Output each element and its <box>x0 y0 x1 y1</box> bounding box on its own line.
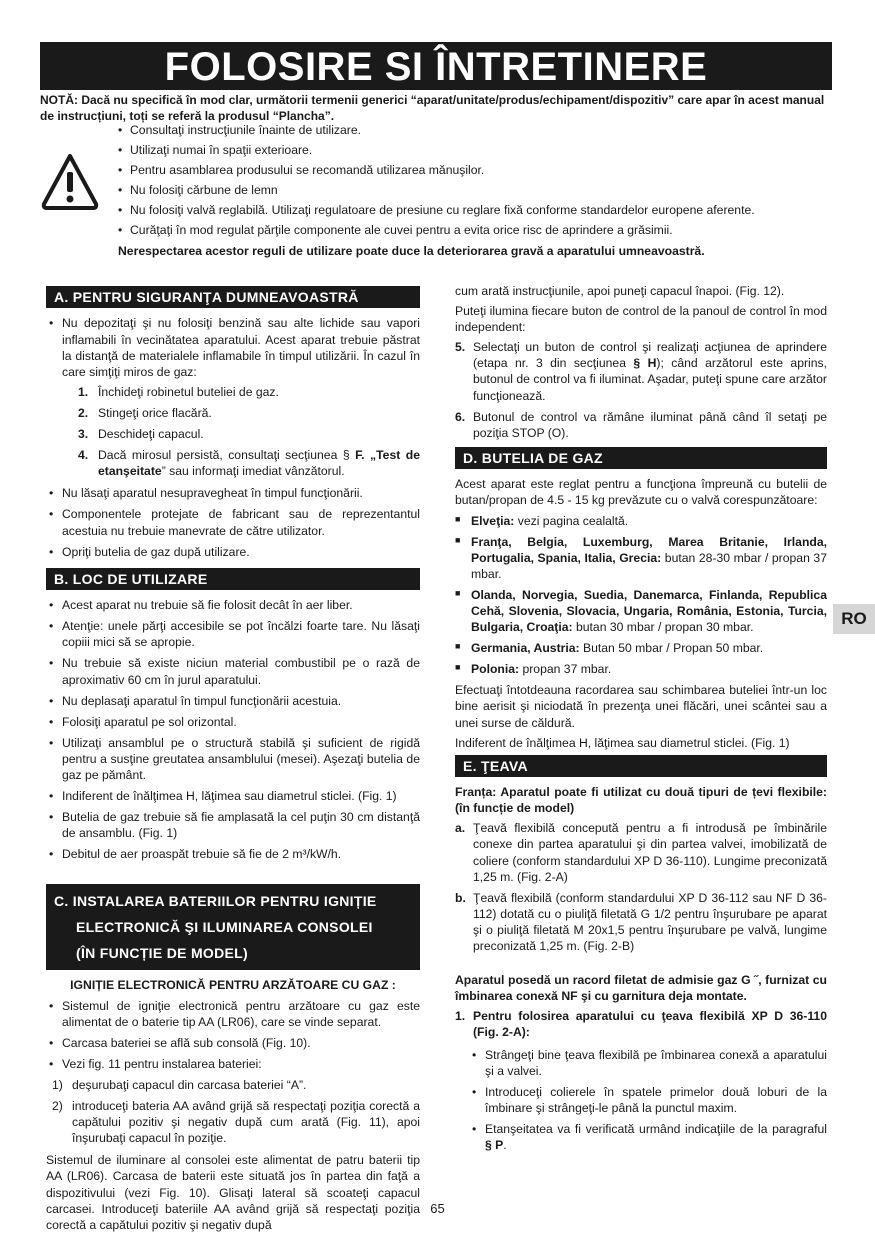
step-text: introduceţi bateria AA având grijă să respectaţi poziţia corectă a capătului pozitiv şi negativ după cum arată (Fig. 11), apoi înşurubaţi capacul în poziţie. <box>72 1099 420 1146</box>
step-num: 2. <box>78 405 89 420</box>
section-a-steps <box>62 384 420 479</box>
list-item: • Folosiţi aparatul pe sol orizontal. <box>46 714 420 730</box>
section-d-intro: Acest aparat este reglat pentru a funcţiona împreună cu butelii de butan/propan de 4.5 - 15 kg prevăzute cu o valvă corespunzătoare: <box>455 477 827 508</box>
warning-item: • Utilizaţi numai în spaţii exterioare. <box>118 142 838 158</box>
list-item <box>455 890 827 954</box>
step-num: 6. <box>455 409 466 424</box>
country-name: Germania, Austria: <box>471 641 580 656</box>
country-list <box>455 513 827 678</box>
hose-types <box>455 820 827 954</box>
list-item: • Nu lăsaţi aparatul nesupravegheat în timpul funcţionării. <box>46 485 420 501</box>
list-item: • Introduceţi colierele în spatele primelor două loburi de la îmbinare şi strângeţi-le până la punctul maxim. <box>469 1084 827 1116</box>
section-a-list <box>46 315 420 559</box>
list-item <box>455 513 827 529</box>
section-c-line: ELECTRONICĂ ŞI ILUMINAREA CONSOLEI <box>76 919 373 936</box>
page-title: FOLOSIRE SI ÎNTRETINERE <box>40 42 832 90</box>
section-ref: § P <box>485 1137 504 1152</box>
list-item <box>62 447 420 479</box>
step-num: 5. <box>455 340 466 355</box>
list-item: • Utilizaţi ansamblul pe o structură stabilă şi suficient de rigidă pentru a susţine greutatea ansamblului (mesei). Aşezaţi butelia de gaz pe pământ. <box>46 735 420 783</box>
section-b-list <box>46 597 420 862</box>
section-d-paragraph: Efectuaţi întotdeauna racordarea sau schimbarea buteliei într-un loc bine aerisit şi niciodată în prezenţa unei flăcări, unei scântei sau a unei surse de căldură. <box>455 683 827 730</box>
section-d-heading: D. BUTELIA DE GAZ <box>455 447 827 469</box>
list-item <box>46 1077 420 1093</box>
country-value: butan 28-30 mbar / propan 37 mbar. <box>471 550 827 581</box>
item-letter: b. <box>455 890 466 905</box>
list-item <box>46 315 420 479</box>
list-item <box>62 384 420 400</box>
item-text: Ţeavă flexibilă (conform standardului XP D 36-112 sau NF D 36-112) dotată cu o piuliţă filetată G 1/2 pentru înşurubare pe aparat şi o piuliţă filetată M 20x1,5 pentru înşurubare pe valvă, lungime preconizată 1,25 m. (Fig. 2-B) <box>473 890 827 954</box>
list-item: • Atenţie: unele părţi accesibile se pot încălzi foarte tare. Nu lăsaţi copiii mici să se apropie. <box>46 618 420 650</box>
list-item <box>455 339 827 403</box>
section-c-subheading: IGNIȚIE ELECTRONICĂ PENTRU ARZĂTOARE CU GAZ : <box>70 978 396 993</box>
list-item <box>455 1008 827 1040</box>
country-value: Butan 50 mbar / Propan 50 mbar. <box>579 641 764 656</box>
step-text: Butonul de control va rămâne iluminat până când îl setaţi pe poziţia STOP (O). <box>473 409 827 440</box>
step-text: Stingeţi orice flacără. <box>98 405 212 420</box>
section-c-steps <box>46 1077 420 1146</box>
section-c-heading <box>46 884 420 970</box>
country-value: vezi pagina cealaltă. <box>514 513 629 528</box>
list-item: • Nu deplasaţi aparatul în timpul funcţionării acestuia. <box>46 693 420 709</box>
list-item <box>455 409 827 441</box>
list-item: • Vezi fig. 11 pentru instalarea bateriei: <box>46 1056 420 1072</box>
section-c-list <box>46 998 420 1072</box>
section-e-bold-paragraph: Aparatul posedă un racord filetat de admisie gaz G ˝, furnizat cu îmbinarea conexă NF şi cu garnitura deja montate. <box>455 973 827 1004</box>
list-item <box>455 587 827 635</box>
list-item <box>62 405 420 421</box>
right-column <box>455 283 827 1158</box>
warning-triangle-icon <box>40 152 100 212</box>
list-item: • Butelia de gaz trebuie să fie amplasată la cel puţin 30 cm distanţă de ansamblu. (Fig. 1) <box>46 809 420 841</box>
section-b-heading: B. LOC DE UTILIZARE <box>46 568 420 590</box>
section-ref: § H <box>633 356 657 371</box>
section-ref: F. „Test de etanşeitate <box>98 448 420 479</box>
section-c-line: (ÎN FUNCȚIE DE MODEL) <box>76 945 248 962</box>
warning-item: • Pentru asamblarea produsului se recomandă utilizarea mănuşilor. <box>118 162 838 178</box>
list-item <box>46 1098 420 1146</box>
list-item <box>455 640 827 656</box>
country-name: Franţa, Belgia, Luxemburg, Marea Britanie, Irlanda, Portugalia, Spania, Italia, Grecia: <box>471 534 827 565</box>
section-a-intro: Nu depozitaţi şi nu folosiţi benzină sau alte lichide sau vapori inflamabili în vecinătatea aparatului. Acest aparat trebuie păstrat la distanţă de materialele inflamabile în timpul utilizării. În cazul în care simţiţi miros de gaz: <box>62 316 420 379</box>
page-number: 65 <box>430 1201 445 1216</box>
step-num: 4. <box>78 448 89 463</box>
continuation-text: cum arată instrucţiunile, apoi puneţi capacul înapoi. (Fig. 12). <box>455 284 785 298</box>
section-d-paragraph: Indiferent de înălţimea H, lăţimea sau diametrul sticlei. (Fig. 1) <box>455 735 790 750</box>
item-text: . <box>503 1137 507 1152</box>
list-item: • Acest aparat nu trebuie să fie folosit decât în aer liber. <box>46 597 420 613</box>
right-steps <box>455 339 827 441</box>
section-c-paragraph: Sistemul de iluminare al consolei este alimentat de patru baterii tip AA (LR06). Carcasa de baterii este situată jos în partea din faţă a dispozitivului (vezi Fig. 10). Glisaţi lateral să scoateţi capacul carcasei. Introduceţi bateriile AA având grijă să respectaţi poziţia corectă a capătului pozitiv şi negativ după <box>46 1153 420 1232</box>
right-paragraph: Puteţi ilumina fiecare buton de control de la panoul de control în mod independent: <box>455 304 827 335</box>
left-column <box>46 283 420 1237</box>
step-text: ” sau informaţi imediat vânzătorul. <box>161 464 345 479</box>
step-text: deşurubaţi capacul din carcasa bateriei “A”. <box>72 1077 307 1092</box>
step-num: 3. <box>78 427 89 442</box>
item-text: Ţeavă flexibilă concepută pentru a fi introdusă pe îmbinările conexe din partea aparatului şi din partea valvei, imobilizată de coliere (conform standardului XP D 36-110). Lungime preconizată 1,25 m. (Fig. 2-A) <box>473 821 827 884</box>
list-item: • Strângeţi bine ţeava flexibilă pe îmbinarea conexă a aparatului şi a valvei. <box>469 1047 827 1079</box>
step-text: Dacă mirosul persistă, consultaţi secţiunea § <box>98 448 356 463</box>
section-e-heading: E. ŢEAVA <box>455 755 827 777</box>
list-item <box>455 534 827 582</box>
list-item <box>455 820 827 884</box>
list-item: • Indiferent de înălţimea H, lăţimea sau diametrul sticlei. (Fig. 1) <box>46 788 420 804</box>
section-c-line: C. INSTALAREA BATERIILOR PENTRU IGNIȚIE <box>54 893 377 910</box>
step-text: Pentru folosirea aparatului cu ţeava flexibilă XP D 36-110 (Fig. 2-A): <box>473 1009 827 1040</box>
section-e-intro: Franța: Aparatul poate fi utilizat cu două tipuri de țevi flexibile: (în funcție de model) <box>455 785 827 816</box>
country-name: Polonia: <box>471 662 520 677</box>
step-num: 1) <box>52 1077 63 1092</box>
language-tab: RO <box>833 604 875 634</box>
section-e-bullets <box>469 1047 827 1154</box>
list-item <box>455 661 827 677</box>
warning-item: • Consultaţi instrucţiunile înainte de utilizare. <box>118 122 838 138</box>
list-item: • Componentele protejate de fabricant sau de reprezentantul acestuia nu trebuie manevrate de către utilizator. <box>46 506 420 538</box>
section-e-steps <box>455 1008 827 1040</box>
country-name: Olanda, Norvegia, Suedia, Danemarca, Finlanda, Republica Cehă, Slovenia, Slovacia, Ungaria, România, Estonia, Turcia, Bulgaria, Croaţia: <box>471 587 827 635</box>
warning-item: • Nu folosiţi valvă reglabilă. Utilizaţi regulatoare de presiune cu reglare fixă conforme standardelor europene aferente. <box>118 202 838 218</box>
nota-text: NOTĂ: Dacă nu specifică în mod clar, următorii termenii generici “aparat/unitate/produs/echipament/dispozitiv” care apar în acest manual de instrucțiuni, toți se referă la produsul “Plancha”. <box>40 93 825 123</box>
item-letter: a. <box>455 821 466 836</box>
warning-item: • Curăţaţi în mod regulat părţile componente ale cuvei pentru a evita orice risc de aprindere a grăsimii. <box>118 222 838 238</box>
step-num: 1. <box>455 1009 466 1024</box>
country-value: propan 37 mbar. <box>519 662 612 677</box>
list-item: • Sistemul de igniţie electronică pentru arzătoare cu gaz este alimentat de o baterie tip AA (LR06), care se vinde separat. <box>46 998 420 1030</box>
step-num: 2) <box>52 1099 63 1114</box>
list-item <box>469 1121 827 1153</box>
step-text: Deschideţi capacul. <box>98 427 204 442</box>
warning-bold: Nerespectarea acestor reguli de utilizare poate duce la deteriorarea gravă a aparatului umneavoastră. <box>118 243 705 258</box>
list-item: • Debitul de aer proaspăt trebuie să fie de 2 m³/kW/h. <box>46 846 420 862</box>
step-text: Selectaţi un buton de control şi realizaţi acţiunea de aprindere (etapa nr. 3 din secţiunea <box>473 340 827 371</box>
country-name: Elveţia: <box>471 513 515 528</box>
section-a-heading: A. PENTRU SIGURANŢA DUMNEAVOASTRĂ <box>46 286 420 308</box>
step-text: ); când arzătorul este aprins, butonul de control va fi iluminat. Aşadar, puteţi spune care arzător funcţionează. <box>473 356 827 403</box>
warnings-list <box>118 122 838 263</box>
warning-item: • Nu folosiţi cărbune de lemn <box>118 182 838 198</box>
list-item: • Carcasa bateriei se află sub consolă (Fig. 10). <box>46 1035 420 1051</box>
step-num: 1. <box>78 384 89 399</box>
list-item: • Nu trebuie să existe niciun material combustibil pe o rază de aproximativ 60 cm în jurul aparatului. <box>46 655 420 687</box>
list-item <box>62 426 420 442</box>
step-text: Închideţi robinetul buteliei de gaz. <box>98 384 279 399</box>
item-text: Etanşeitatea va fi verificată urmând indicaţiile de la paragraful <box>485 1121 827 1136</box>
country-value: butan 30 mbar / propan 30 mbar. <box>572 620 754 635</box>
list-item: • Opriţi butelia de gaz după utilizare. <box>46 544 420 560</box>
